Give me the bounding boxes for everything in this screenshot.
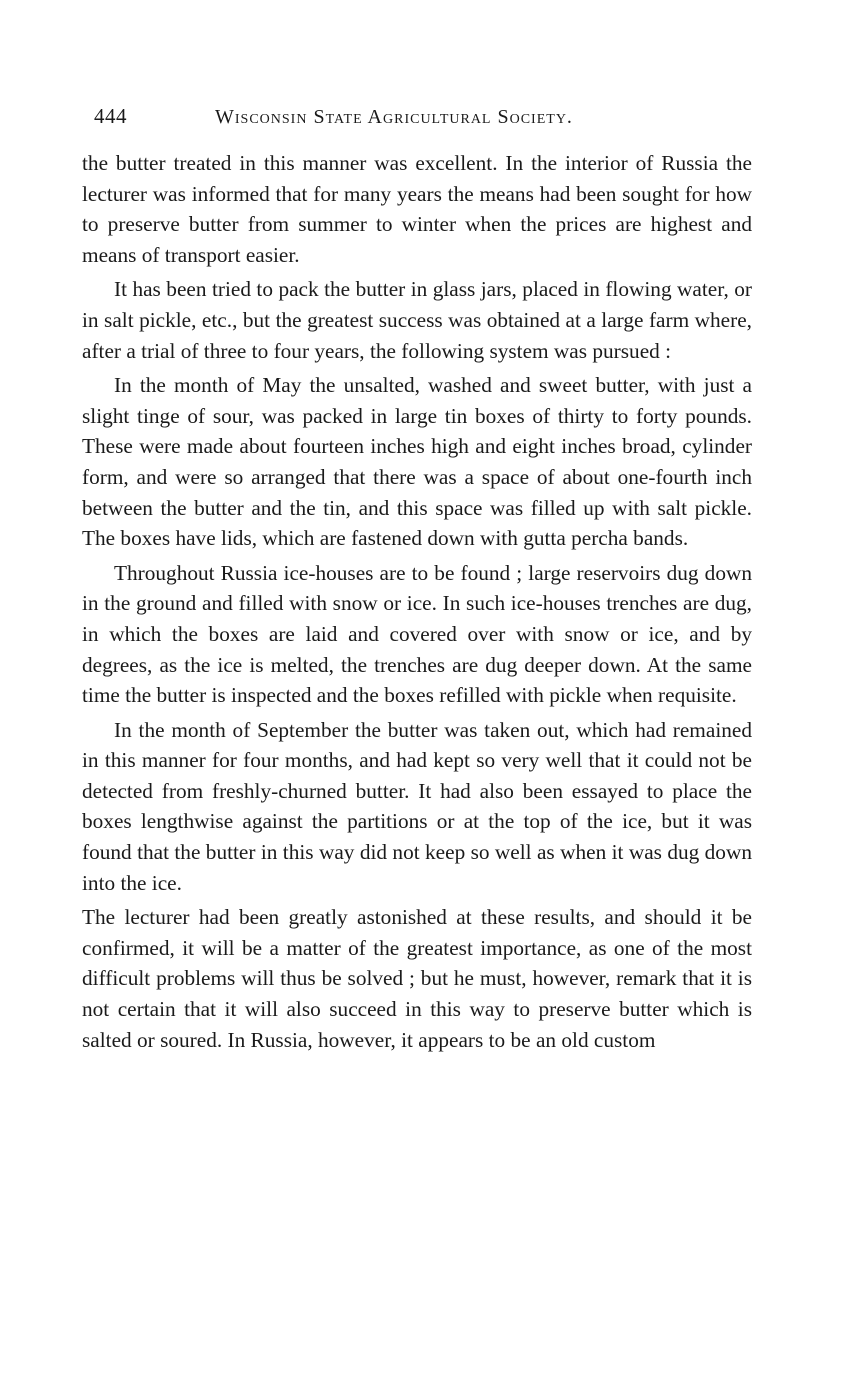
running-head: Wisconsin State Agricultural Society. [215, 106, 573, 128]
paragraph: Throughout Russia ice-houses are to be found ; large reservoirs dug down in the ground and filled with snow or ice. In such ice-houses trenches are dug, in which the boxes are laid and covered over with snow or ice, and by degrees, as the ice is melted, the trenches are dug deeper down. At the same time the butter is inspected and the boxes refilled with pickle when requisite. [82, 560, 752, 708]
paragraph: In the month of May the unsalted, washed and sweet butter, with just a slight tinge of sour, was packed in large tin boxes of thirty to forty pounds. These were made about fourteen inches high and eight inches broad, cylinder form, and were so arranged that there was a space of about one-fourth inch between the butter and the tin, and this space was filled up with salt pickle. The boxes have lids, which are fastened down with gutta percha bands. [82, 373, 752, 551]
page-header [82, 100, 752, 136]
paragraph: The lecturer had been greatly astonished at these results, and should it be confirmed, it will be a matter of the greatest importance, as one of the most difficult problems will thus be solved ; but he must, however, remark that it is not certain that it will also succeed in this way to preserve butter which is salted or soured. In Russia, however, it appears to be an old custom [82, 905, 752, 1052]
body-text [82, 148, 752, 1055]
page-number: 444 [94, 104, 127, 128]
paragraph-continuation: the butter treated in this manner was excellent. In the interior of Russia the lecturer was informed that for many years the means had been sought for how to preserve butter from summer to winter when the prices are highest and means of transport easier. [82, 151, 752, 267]
book-page [82, 100, 752, 1055]
paragraph: In the month of September the butter was taken out, which had remained in this manner for four months, and had kept so very well that it could not be detected from freshly-churned butter. It had also been essayed to place the boxes lengthwise against the partitions or at the top of the ice, but it was found that the butter in this way did not keep so well as when it was dug down into the ice. [82, 717, 752, 895]
paragraph: It has been tried to pack the butter in glass jars, placed in flowing water, or in salt pickle, etc., but the greatest success was obtained at a large farm where, after a trial of three to four years, the following system was pursued : [82, 277, 752, 363]
